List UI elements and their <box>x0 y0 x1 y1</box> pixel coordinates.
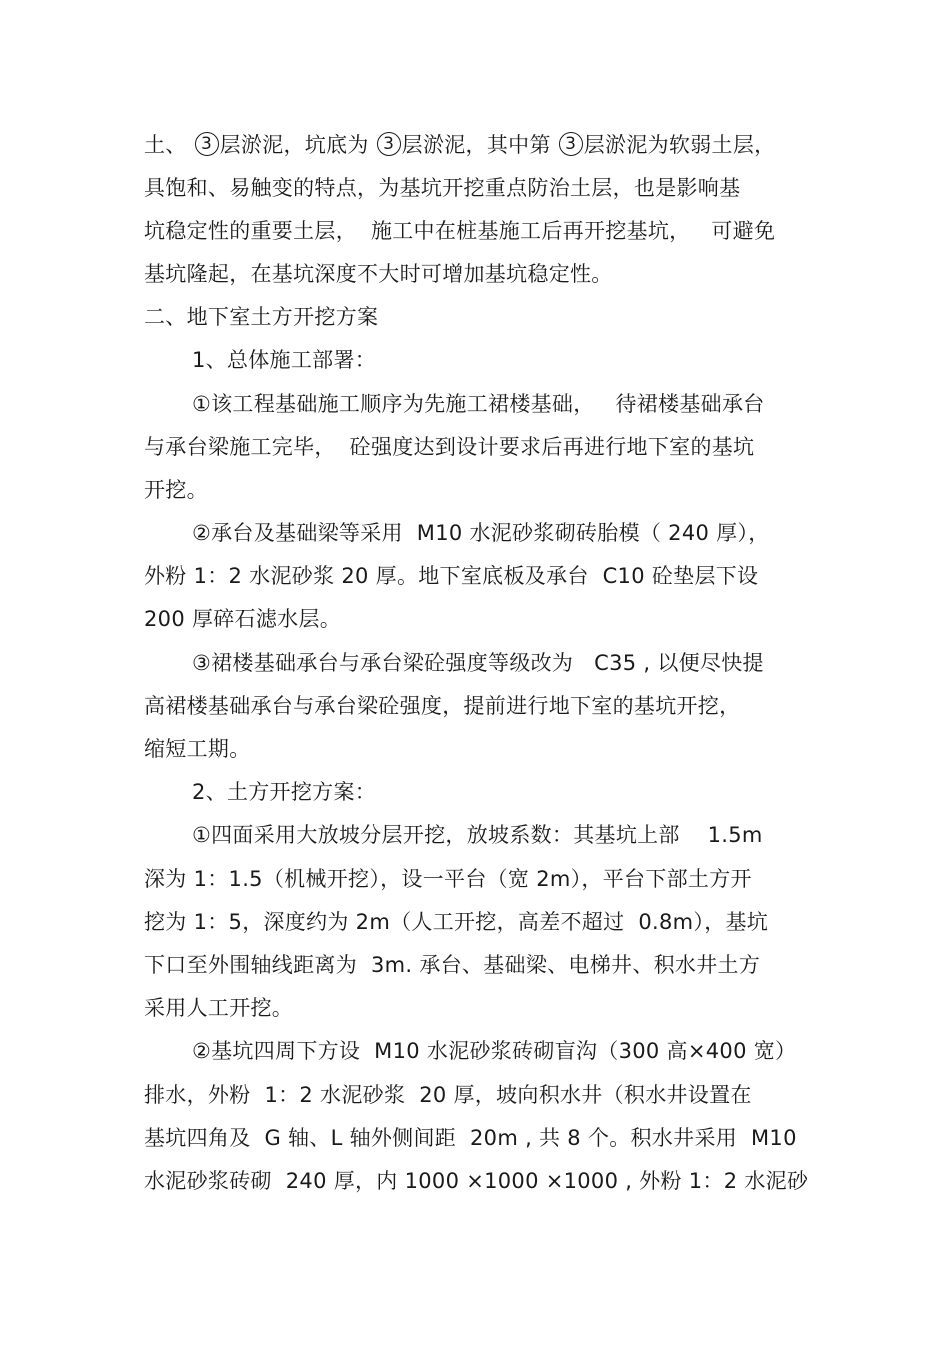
circled-number: 3 <box>377 132 401 156</box>
text-line: 外粉 1：2 水泥砂浆 20 厚。地下室底板及承台 C10 砼垫层下设 <box>144 564 759 588</box>
section-heading: 二、地下室土方开挖方案 <box>144 305 379 329</box>
text-run: 层淤泥为软弱土层， <box>583 133 776 157</box>
text-line: 采用人工开挖。 <box>144 996 294 1020</box>
text-line: ②基坑四周下方设 M10 水泥砂浆砖砌盲沟（300 高×400 宽） <box>192 1039 797 1063</box>
circled-number: 3 <box>195 132 219 156</box>
text-line: ①四面采用大放坡分层开挖，放坡系数：其基坑上部 1.5m <box>192 823 763 847</box>
text-line: 高裙楼基础承台与承台梁砼强度，提前进行地下室的基坑开挖， <box>144 694 741 718</box>
text-line: ②承台及基础梁等采用 M10 水泥砂浆砌砖胎模（ 240 厚）， <box>192 521 770 545</box>
circled-number: 3 <box>559 132 583 156</box>
subsection-heading: 2、土方开挖方案： <box>192 780 377 804</box>
text-line: 200 厚碎石滤水层。 <box>144 607 342 631</box>
text-line: 深为 1：1.5（机械开挖），设一平台（宽 2m），平台下部土方开 <box>144 867 752 891</box>
text-line: 开挖。 <box>144 478 208 502</box>
text-run: 层淤泥，其中第 <box>401 133 558 157</box>
text-line: 水泥砂浆砖砌 240 厚，内 1000 ×1000 ×1000 , 外粉 1：2 水泥砂 <box>144 1169 809 1193</box>
text-line: 挖为 1：5，深度约为 2m（人工开挖，高差不超过 0.8m），基坑 <box>144 910 769 934</box>
text-line <box>144 130 775 160</box>
text-line: 坑稳定性的重要土层， 施工中在桩基施工后再开挖基坑， 可避免 <box>144 219 776 243</box>
text-line: 与承台梁施工完毕， 砼强度达到设计要求后再进行地下室的基坑 <box>144 435 755 459</box>
text-line: 基坑隆起，在基坑深度不大时可增加基坑稳定性。 <box>144 262 613 286</box>
text-line: 具饱和、易触变的特点，为基坑开挖重点防治土层，也是影响基 <box>144 176 741 200</box>
text-run: 土、 <box>144 133 194 157</box>
text-run: 层淤泥，坑底为 <box>219 133 376 157</box>
text-line: 下口至外围轴线距离为 3m. 承台、基础梁、电梯井、积水井土方 <box>144 953 761 977</box>
text-line: 缩短工期。 <box>144 737 251 761</box>
text-line: 基坑四角及 G 轴、L 轴外侧间距 20m , 共 8 个。积水井采用 M10 <box>144 1126 797 1150</box>
text-line: 排水，外粉 1：2 水泥砂浆 20 厚，坡向积水井（积水井设置在 <box>144 1083 752 1107</box>
subsection-heading: 1、总体施工部署： <box>192 348 377 372</box>
text-line: ①该工程基础施工顺序为先施工裙楼基础， 待裙楼基础承台 <box>192 392 765 416</box>
text-line: ③裙楼基础承台与承台梁砼强度等级改为 C35 , 以便尽快提 <box>192 651 764 675</box>
